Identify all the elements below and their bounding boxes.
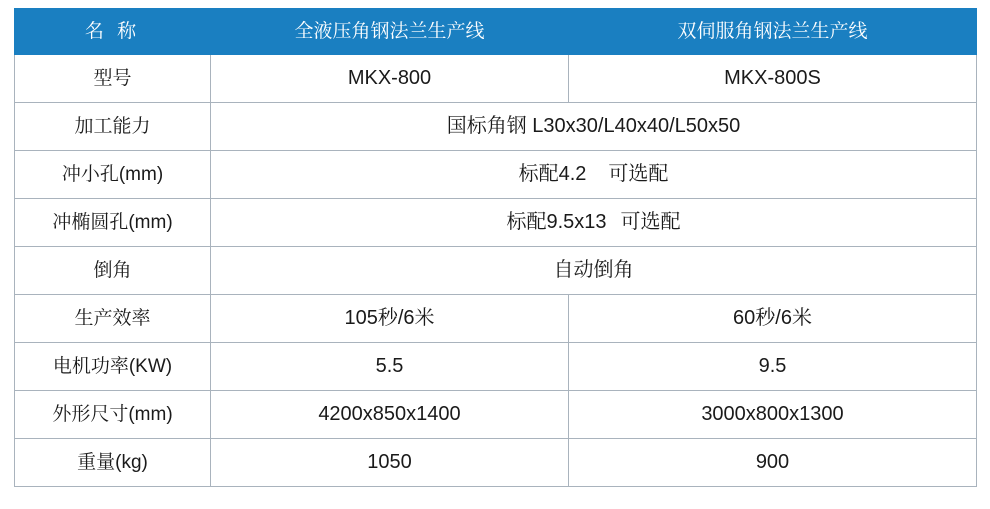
row-label-chamfer: 倒角 — [15, 247, 211, 295]
small-hole-optional: 可选配 — [608, 163, 669, 185]
table-row — [15, 151, 977, 199]
cell-chamfer-merged: 自动倒角 — [211, 247, 977, 295]
cell-dimensions-product-1: 4200x850x1400 — [211, 391, 569, 439]
row-label-motor-power: 电机功率(KW) — [15, 343, 211, 391]
oval-hole-optional: 可选配 — [620, 211, 681, 233]
cell-capacity-merged: 国标角钢 L30x30/L40x40/L50x50 — [211, 103, 977, 151]
cell-oval-hole-merged — [211, 199, 977, 247]
small-hole-standard: 标配4.2 — [518, 163, 587, 185]
table-row — [15, 391, 977, 439]
table-row — [15, 199, 977, 247]
cell-dimensions-product-2: 3000x800x1300 — [569, 391, 977, 439]
cell-model-product-2: MKX-800S — [569, 55, 977, 103]
row-label-model: 型号 — [15, 55, 211, 103]
table-row — [15, 343, 977, 391]
column-header-product-1: 全液压角钢法兰生产线 — [211, 9, 569, 55]
table-header-row — [15, 9, 977, 55]
row-label-weight: 重量(kg) — [15, 439, 211, 487]
table-row — [15, 439, 977, 487]
row-label-efficiency: 生产效率 — [15, 295, 211, 343]
row-label-dimensions: 外形尺寸(mm) — [15, 391, 211, 439]
table-body — [15, 55, 977, 487]
column-header-name: 名 称 — [15, 9, 211, 55]
table-row — [15, 247, 977, 295]
column-header-product-2: 双伺服角钢法兰生产线 — [569, 9, 977, 55]
row-label-small-hole: 冲小孔(mm) — [15, 151, 211, 199]
cell-efficiency-product-1: 105秒/6米 — [211, 295, 569, 343]
cell-efficiency-product-2: 60秒/6米 — [569, 295, 977, 343]
cell-weight-product-1: 1050 — [211, 439, 569, 487]
oval-hole-standard: 标配9.5x13 — [506, 211, 607, 233]
cell-weight-product-2: 900 — [569, 439, 977, 487]
row-label-capacity: 加工能力 — [15, 103, 211, 151]
table-row — [15, 295, 977, 343]
table-header — [15, 9, 977, 55]
specification-table — [14, 8, 977, 487]
table-row — [15, 55, 977, 103]
row-label-oval-hole: 冲椭圆孔(mm) — [15, 199, 211, 247]
cell-small-hole-merged — [211, 151, 977, 199]
cell-motor-power-product-1: 5.5 — [211, 343, 569, 391]
cell-model-product-1: MKX-800 — [211, 55, 569, 103]
table-row — [15, 103, 977, 151]
cell-motor-power-product-2: 9.5 — [569, 343, 977, 391]
